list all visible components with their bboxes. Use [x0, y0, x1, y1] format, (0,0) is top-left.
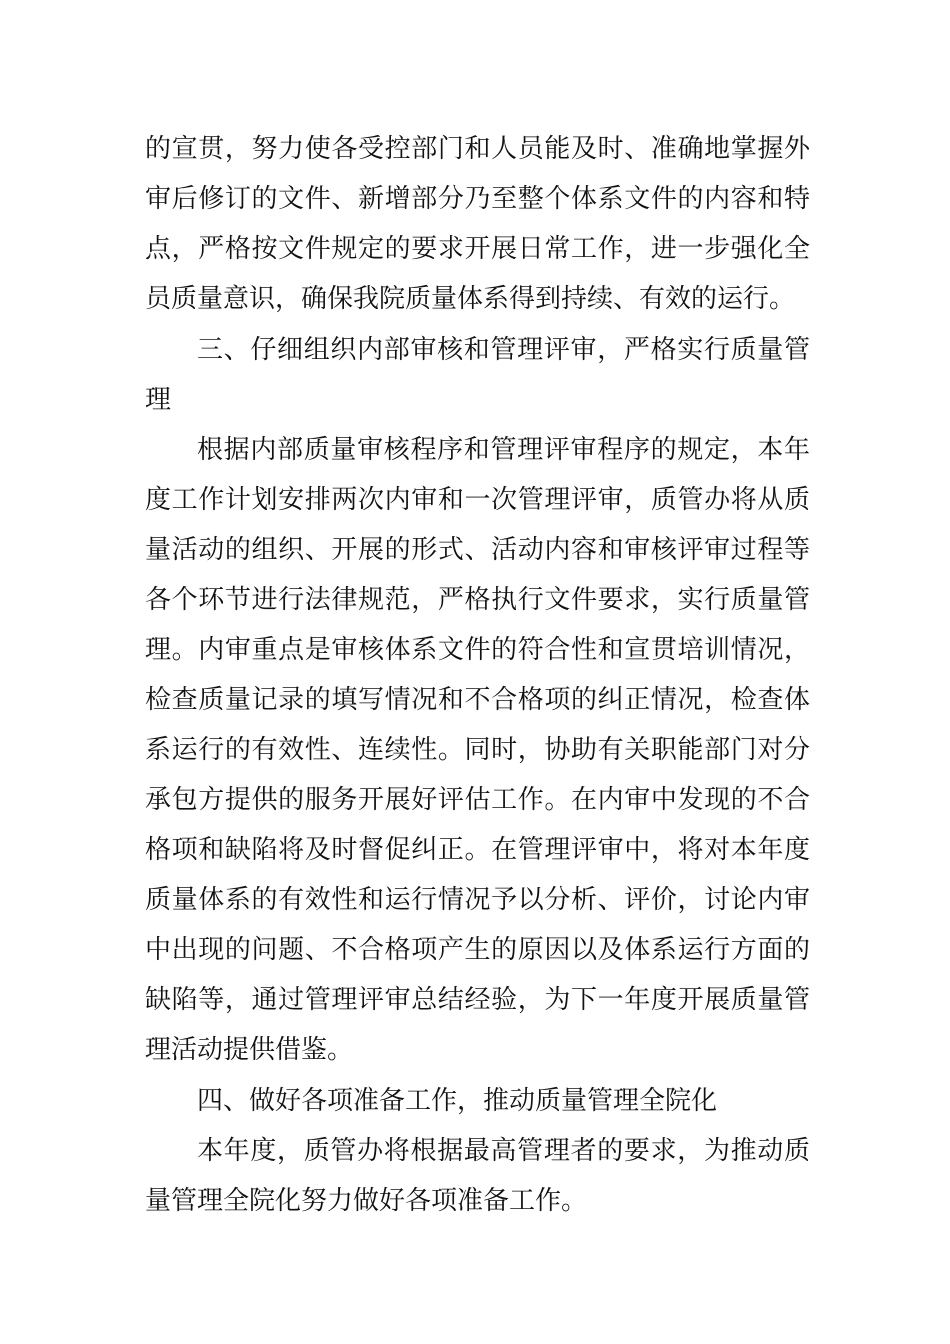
- paragraph-line: 量活动的组织、开展的形式、活动内容和审核评审过程等: [145, 535, 810, 565]
- paragraph-line: 度工作计划安排两次内审和一次管理评审，质管办将从质: [145, 485, 810, 515]
- paragraph-line: 审后修订的文件、新增部分乃至整个体系文件的内容和特: [145, 184, 810, 214]
- paragraph-line: 根据内部质量审核程序和管理评审程序的规定，本年: [197, 435, 810, 465]
- paragraph-line: 检查质量记录的填写情况和不合格项的纠正情况，检查体: [145, 685, 810, 715]
- section-heading-3: 三、仔细组织内部审核和管理评审，严格实行质量管: [197, 335, 810, 365]
- paragraph-line: 本年度，质管办将根据最高管理者的要求，为推动质: [197, 1136, 810, 1166]
- paragraph-line: 的宣贯，努力使各受控部门和人员能及时、准确地掌握外: [145, 134, 810, 164]
- paragraph-line: 缺陷等，通过管理评审总结经验，为下一年度开展质量管: [145, 985, 810, 1015]
- paragraph-line: 员质量意识，确保我院质量体系得到持续、有效的运行。: [145, 284, 796, 314]
- paragraph-line: 系运行的有效性、连续性。同时，协助有关职能部门对分: [145, 735, 810, 765]
- paragraph-line: 承包方提供的服务开展好评估工作。在内审中发现的不合: [145, 785, 810, 815]
- paragraph-line: 量管理全院化努力做好各项准备工作。: [145, 1186, 588, 1216]
- section-heading-3-continued: 理: [145, 385, 172, 415]
- paragraph-line: 格项和缺陷将及时督促纠正。在管理评审中，将对本年度: [145, 835, 810, 865]
- paragraph-line: 各个环节进行法律规范，严格执行文件要求，实行质量管: [145, 585, 810, 615]
- paragraph-line: 点，严格按文件规定的要求开展日常工作，进一步强化全: [145, 234, 810, 264]
- paragraph-line: 中出现的问题、不合格项产生的原因以及体系运行方面的: [145, 935, 810, 965]
- section-heading-4: 四、做好各项准备工作，推动质量管理全院化: [197, 1086, 718, 1116]
- paragraph-line: 理。内审重点是审核体系文件的符合性和宣贯培训情况，: [145, 635, 810, 665]
- paragraph-line: 质量体系的有效性和运行情况予以分析、评价，讨论内审: [145, 885, 810, 915]
- paragraph-line: 理活动提供借鉴。: [145, 1035, 354, 1065]
